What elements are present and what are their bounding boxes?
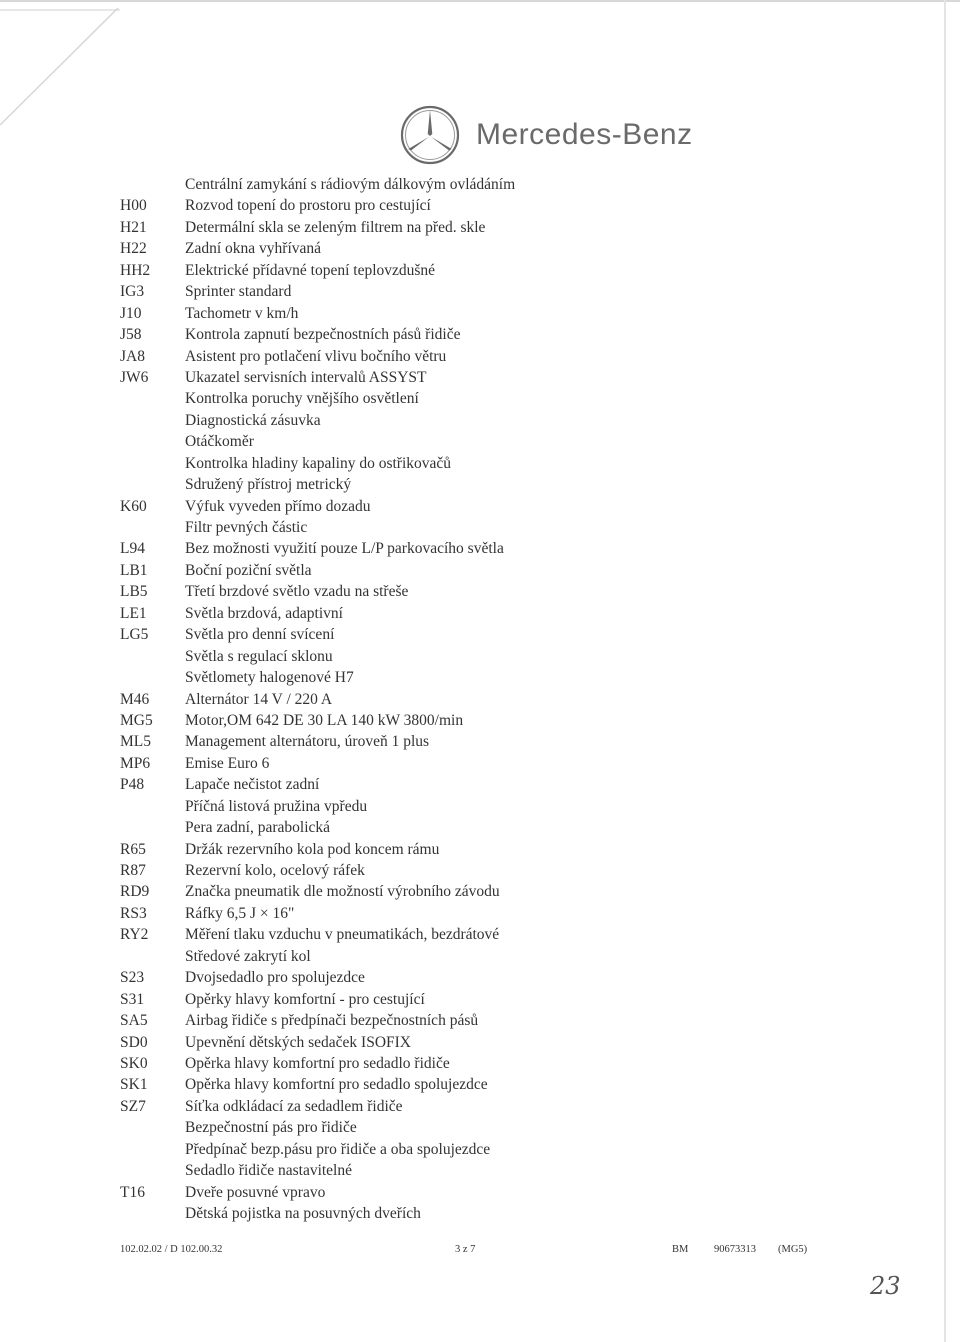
equipment-description: Sdružený přístroj metrický [185, 476, 352, 494]
equipment-row [0, 281, 960, 302]
equipment-code: LE1 [120, 604, 147, 622]
equipment-description: Předpínač bezp.pásu pro řidiče a oba spolujezdce [185, 1140, 491, 1158]
equipment-description: Ukazatel servisních intervalů ASSYST [185, 368, 427, 386]
equipment-description: Elektrické přídavné topení teplovzdušné [185, 261, 436, 279]
equipment-description: Emise Euro 6 [185, 754, 270, 772]
equipment-description: Otáčkoměr [185, 433, 254, 451]
equipment-description: Světla s regulací sklonu [185, 647, 333, 665]
equipment-description: Rozvod topení do prostoru pro cestující [185, 197, 431, 215]
brand-name: Mercedes-Benz [476, 118, 693, 151]
equipment-row [0, 860, 960, 881]
footer-bm-label: BM [672, 1244, 689, 1255]
equipment-code: SK1 [120, 1076, 148, 1094]
equipment-code: SA5 [120, 1012, 148, 1030]
equipment-row [0, 667, 960, 688]
equipment-row [0, 174, 960, 195]
equipment-description: Třetí brzdové světlo vzadu na střeše [185, 583, 409, 601]
equipment-code: H00 [120, 197, 147, 215]
equipment-list [0, 174, 960, 1224]
equipment-row [0, 1203, 960, 1224]
equipment-description: Měření tlaku vzduchu v pneumatikách, bezdrátové [185, 926, 500, 944]
equipment-row [0, 1182, 960, 1203]
equipment-description: Boční poziční světla [185, 561, 312, 579]
equipment-description: Dvojsedadlo pro spolujezdce [185, 969, 365, 987]
equipment-code: T16 [120, 1183, 145, 1201]
equipment-row [0, 839, 960, 860]
equipment-description: Filtr pevných částic [185, 519, 308, 536]
equipment-description: Opěrka hlavy komfortní pro sedadlo spolujezdce [185, 1076, 488, 1094]
equipment-row [0, 903, 960, 924]
equipment-code: HH2 [120, 261, 151, 279]
equipment-description: Diagnostická zásuvka [185, 411, 321, 429]
equipment-description: Airbag řidiče s předpínači bezpečnostních pásů [185, 1012, 479, 1030]
equipment-row [0, 1096, 960, 1117]
scan-edge-top [0, 0, 960, 2]
equipment-code: JW6 [120, 368, 149, 386]
equipment-code: M46 [120, 690, 150, 708]
equipment-description: Rezervní kolo, ocelový ráfek [185, 862, 365, 879]
equipment-code: RD9 [120, 883, 150, 901]
footer-variant: (MG5) [778, 1244, 808, 1255]
equipment-code: RS3 [120, 904, 147, 922]
equipment-row [0, 1010, 960, 1031]
equipment-code: ML5 [120, 733, 151, 751]
equipment-row [0, 1160, 960, 1181]
equipment-description: Sprinter standard [185, 283, 292, 301]
equipment-row [0, 1053, 960, 1074]
equipment-description: Opěrky hlavy komfortní - pro cestující [185, 990, 425, 1008]
brand-header [398, 100, 693, 170]
equipment-description: Síťka odkládací za sedadlem řidiče [185, 1097, 403, 1115]
equipment-row [0, 324, 960, 345]
equipment-row [0, 238, 960, 259]
equipment-description: Opěrka hlavy komfortní pro sedadlo řidiče [185, 1054, 450, 1072]
equipment-description: Značka pneumatik dle možností výrobního závodu [185, 883, 500, 901]
equipment-row [0, 195, 960, 216]
equipment-code: MG5 [120, 711, 153, 729]
equipment-description: Lapače nečistot zadní [185, 776, 320, 794]
equipment-row [0, 689, 960, 710]
equipment-code: LB1 [120, 561, 148, 579]
equipment-code: K60 [120, 497, 147, 515]
equipment-row [0, 646, 960, 667]
equipment-code: J10 [120, 304, 142, 322]
equipment-description: Světla pro denní svícení [185, 626, 335, 644]
equipment-code: MP6 [120, 754, 151, 772]
equipment-row [0, 217, 960, 238]
equipment-row [0, 796, 960, 817]
footer-reference: 102.02.02 / D 102.00.32 [120, 1244, 223, 1255]
equipment-description: Alternátor 14 V / 220 A [185, 690, 333, 708]
equipment-description: Dveře posuvné vpravo [185, 1183, 326, 1201]
equipment-row [0, 710, 960, 731]
equipment-row [0, 731, 960, 752]
equipment-description: Determální skla se zeleným filtrem na před. skle [185, 218, 486, 236]
equipment-row [0, 817, 960, 838]
equipment-row [0, 603, 960, 624]
equipment-row [0, 496, 960, 517]
equipment-description: Management alternátoru, úroveň 1 plus [185, 733, 430, 751]
equipment-code: S31 [120, 990, 145, 1008]
equipment-row [0, 1139, 960, 1160]
equipment-code: P48 [120, 776, 145, 794]
equipment-row [0, 431, 960, 452]
equipment-row [0, 967, 960, 988]
footer-bm-number: 90673313 [714, 1244, 756, 1255]
equipment-row [0, 560, 960, 581]
equipment-description: Světlomety halogenové H7 [185, 669, 354, 687]
equipment-row [0, 346, 960, 367]
mercedes-star-icon [398, 103, 462, 167]
equipment-row [0, 1117, 960, 1138]
equipment-row [0, 1032, 960, 1053]
equipment-code: S23 [120, 969, 145, 987]
equipment-row [0, 753, 960, 774]
equipment-description: Upevnění dětských sedaček ISOFIX [185, 1033, 411, 1051]
equipment-row [0, 946, 960, 967]
equipment-code: H22 [120, 240, 147, 258]
equipment-row [0, 924, 960, 945]
equipment-code: LB5 [120, 583, 148, 601]
equipment-description: Centrální zamykání s rádiovým dálkovým ovládáním [185, 176, 516, 193]
equipment-code: SK0 [120, 1054, 148, 1072]
equipment-description: Pera zadní, parabolická [185, 819, 331, 837]
equipment-code: SZ7 [120, 1097, 146, 1115]
equipment-code: JA8 [120, 347, 145, 365]
equipment-description: Příčná listová pružina vpředu [185, 797, 368, 815]
equipment-description: Výfuk vyveden přímo dozadu [185, 497, 371, 515]
equipment-row [0, 881, 960, 902]
equipment-description: Kontrolka poruchy vnějšího osvětlení [185, 390, 419, 408]
equipment-description: Bez možnosti využití pouze L/P parkovacího světla [185, 540, 504, 558]
equipment-code: LG5 [120, 626, 149, 644]
equipment-description: Ráfky 6,5 J × 16" [185, 904, 295, 922]
equipment-row [0, 303, 960, 324]
equipment-row [0, 474, 960, 495]
equipment-description: Světla brzdová, adaptivní [185, 604, 343, 622]
equipment-code: IG3 [120, 283, 145, 301]
footer-page-number: 3 z 7 [455, 1244, 476, 1255]
equipment-row [0, 538, 960, 559]
equipment-row [0, 260, 960, 281]
equipment-code: R87 [120, 862, 146, 879]
equipment-row [0, 581, 960, 602]
equipment-row [0, 410, 960, 431]
equipment-description: Kontrolka hladiny kapaliny do ostřikovačů [185, 454, 452, 472]
scan-fold-mark [0, 0, 130, 130]
equipment-code: L94 [120, 540, 145, 558]
equipment-row [0, 367, 960, 388]
equipment-row [0, 1074, 960, 1095]
equipment-description: Asistent pro potlačení vlivu bočního větru [185, 347, 447, 365]
equipment-code: RY2 [120, 926, 149, 944]
equipment-code: H21 [120, 218, 147, 236]
equipment-description: Sedadlo řidiče nastavitelné [185, 1162, 352, 1180]
equipment-description: Zadní okna vyhřívaná [185, 240, 322, 258]
equipment-row [0, 989, 960, 1010]
equipment-description: Tachometr v km/h [185, 304, 299, 322]
equipment-description: Dětská pojistka na posuvných dveřích [185, 1205, 421, 1222]
equipment-description: Bezpečnostní pás pro řidiče [185, 1119, 357, 1137]
equipment-description: Středové zakrytí kol [185, 947, 311, 965]
equipment-description: Držák rezervního kola pod koncem rámu [185, 840, 440, 858]
equipment-row [0, 624, 960, 645]
equipment-row [0, 453, 960, 474]
equipment-code: R65 [120, 840, 146, 858]
equipment-code: J58 [120, 326, 142, 344]
handwritten-note: 23 [870, 1272, 901, 1300]
equipment-row [0, 774, 960, 795]
equipment-code: SD0 [120, 1033, 148, 1051]
equipment-description: Kontrola zapnutí bezpečnostních pásů řidiče [185, 326, 461, 344]
equipment-row [0, 517, 960, 538]
equipment-description: Motor,OM 642 DE 30 LA 140 kW 3800/min [185, 711, 464, 729]
equipment-row [0, 388, 960, 409]
